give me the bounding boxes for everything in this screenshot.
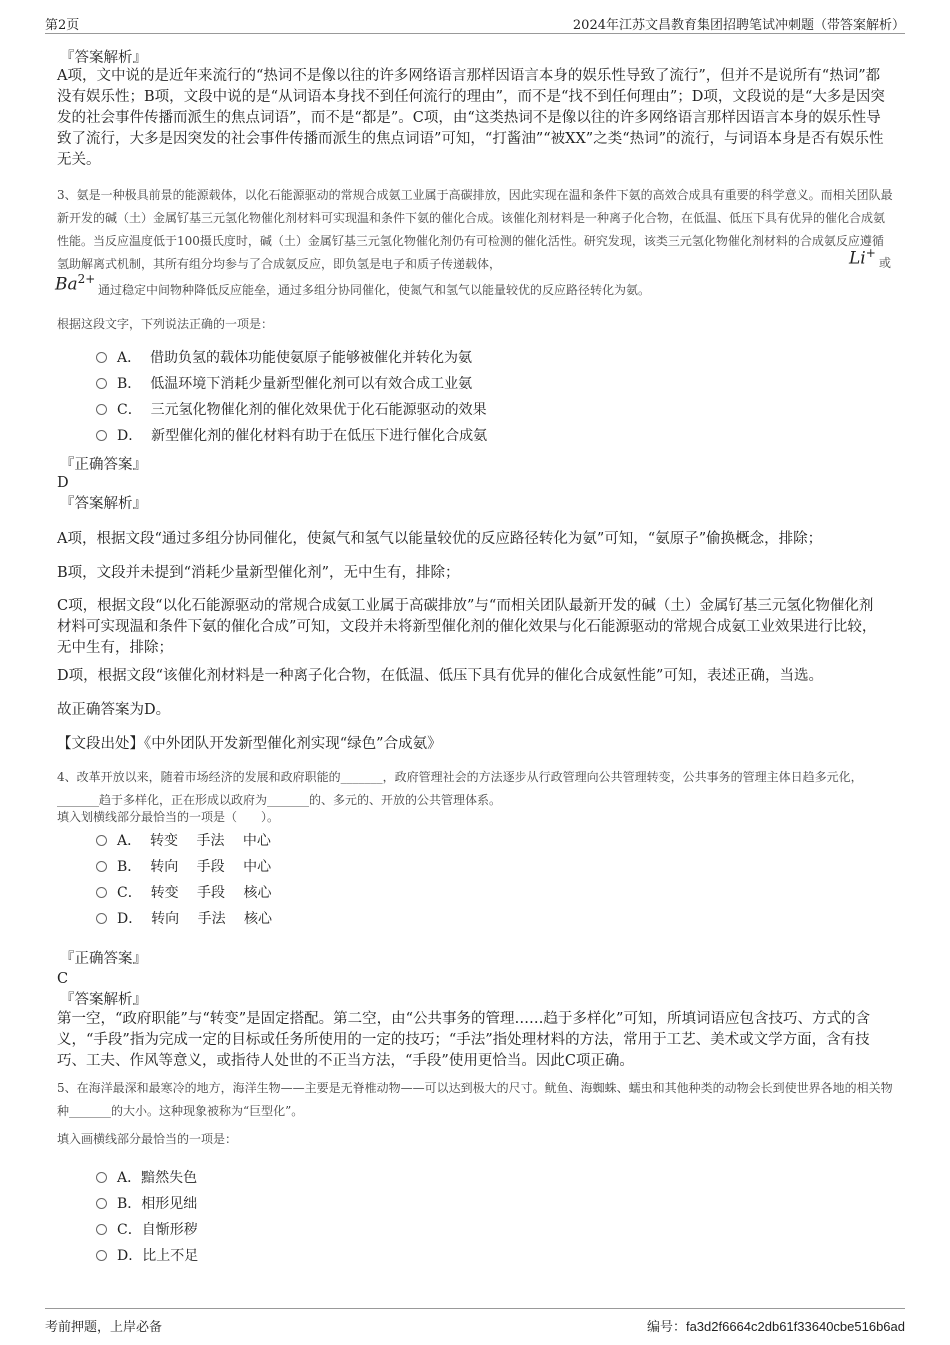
radio-icon[interactable] [96,352,107,363]
header-divider [45,33,905,34]
page-number: 第2页 [45,18,80,33]
q4-option-a[interactable]: A． 转变 手法 中心 [96,828,272,854]
radio-icon[interactable] [96,887,107,898]
document-title: 2024年江苏文昌教育集团招聘笔试冲刺题（带答案解析） [572,18,905,33]
q5-option-b[interactable]: B．相形见绌 [96,1191,198,1217]
q4-option-b[interactable]: B． 转向 手段 中心 [96,854,272,880]
q3-analysis-d: D项，根据文段“该催化剂材料是一种离子化合物，在低温、低压下具有优异的催化合成氨性能”可知，表述正确，当选。 [57,668,823,684]
ba-charge: 2+ [77,272,96,286]
radio-icon[interactable] [96,430,107,441]
radio-icon[interactable] [96,404,107,415]
q3-answer: D [57,475,69,491]
q4-analysis-label: 『答案解析』 [60,992,147,1008]
q4-answer: C [57,971,69,987]
radio-icon[interactable] [96,913,107,924]
ba-symbol: Ba [55,274,78,295]
q3-option-a[interactable]: A． 借助负氢的载体功能使氨原子能够被催化并转化为氨 [96,345,487,371]
q4-option-c[interactable]: C． 转变 手段 核心 [96,880,272,906]
footer-slogan: 考前押题，上岸必备 [45,1320,163,1335]
q4-prompt: 填入划横线部分最恰当的一项是（ ）。 [57,810,280,824]
prev-analysis-text: A项，文中说的是近年来流行的“热词不是像以往的许多网络语言那样因语言本身的娱乐性导致了流行”，但并不是说所有“热词”都没有娱乐性；B项，文段中说的是“从词语本身找不到任何流行的理由”，而不是“找不到任何理由”；D项，文段说的是“大多是因突发的社会事件传播而派生的焦点词语”，而不是“都是”。C项，由“这类热词不是像以往的许多网络语言那样因语言本身的娱乐性导致了流行，大多是因突发的社会事件传播而派生的焦点词语”可知，“打酱油”“被XX”之类“热词”的流行，与词语本身是否有娱乐性无关。 [57,68,885,168]
q4-answer-label: 『正确答案』 [60,951,147,967]
radio-icon[interactable] [96,1224,107,1235]
page-footer [0,1308,950,1345]
q5-option-a[interactable]: A．黯然失色 [96,1165,198,1191]
radio-icon[interactable] [96,835,107,846]
q3-stem-cont: 通过稳定中间物种降低反应能垒，通过多组分协同催化，使氮气和氢气以能量较优的反应路径转化为氨。 [98,283,651,297]
radio-icon[interactable] [96,861,107,872]
radio-icon[interactable] [96,1250,107,1261]
q3-option-c[interactable]: C． 三元氢化物催化剂的催化效果优于化石能源驱动的效果 [96,397,487,423]
code-value: fa3d2f6664c2db61f33640cbe516b6ad [685,1319,905,1334]
q3-analysis-b: B项，文段并未提到“消耗少量新型催化剂”，无中生有，排除； [57,565,460,581]
radio-icon[interactable] [96,378,107,389]
q3-math-ba [55,272,95,295]
q3-option-b[interactable]: B． 低温环境下消耗少量新型催化剂可以有效合成工业氨 [96,371,487,397]
document-code [647,1316,905,1335]
q3-prompt: 根据这段文字，下列说法正确的一项是： [57,317,274,331]
q5-option-c[interactable]: C．自惭形秽 [96,1217,198,1243]
q4-option-d[interactable]: D． 转向 手法 核心 [96,906,272,932]
q4-options [96,828,272,932]
q3-stem [57,184,895,276]
q3-source: 【文段出处】《中外团队开发新型催化剂实现“绿色”合成氨》 [57,736,442,752]
q5-options [96,1165,198,1269]
q3-or: 或 [879,256,892,270]
q3-analysis-c: C项，根据文段“以化石能源驱动的常规合成氨工业属于高碳排放”与“而相关团队最新开发的碱（土）金属钌基三元氢化物催化剂材料可实现温和条件下氨的催化合成”可知，文段并未将新型催化剂的催化效果与化石能源驱动的常规合成氨工业效果进行比较，无中生有，排除； [57,598,877,656]
footer-divider [45,1308,905,1309]
q3-options [96,345,487,449]
prev-analysis-label: 『答案解析』 [60,50,147,66]
q3-answer-label: 『正确答案』 [60,457,147,473]
q3-stem-text: 3、氨是一种极具前景的能源载体，以化石能源驱动的常规合成氨工业属于高碳排放，因此实现在温和条件下氨的高效合成具有重要的科学意义。而相关团队最新开发的碱（土）金属钌基三元氢化物催化剂材料可实现温和条件下氨的催化合成。该催化剂材料是一种离子化合物，在低温、低压下具有优异的催化合成氨性能。当反应温度低于100摄氏度时，碱（土）金属钌基三元氢化物催化剂仍有可检测的催化活性。研究发现，该类三元氢化物催化剂材料的合成氨反应遵循氢助解离式机制，其所有组分均参与了合成氨反应，即负氢是电子和质子传递载体， [57,188,893,271]
li-charge: + [865,246,876,260]
q3-analysis-a: A项，根据文段“通过多组分协同催化，使氮气和氢气以能量较优的反应路径转化为氨”可知，“氨原子”偷换概念，排除； [57,531,823,547]
li-symbol: Li [849,248,866,269]
q3-analysis-label: 『答案解析』 [60,496,147,512]
q4-analysis: 第一空，“政府职能”与“转变”是固定搭配。第二空，由“公共事务的管理……趋于多样化”可知，所填词语应包含技巧、方式的含义，“手段”指为完成一定的目标或任务所使用的一定的技巧；“手法”指处理材料的方法，常用于工艺、美术或文学方面，含有技巧、工夫、作风等意义，或指待人处世的不正当方法，“手段”使用更恰当。因此C项正确。 [57,1011,870,1069]
q5-option-d[interactable]: D．比上不足 [96,1243,198,1269]
q4-stem: 4、改革开放以来，随着市场经济的发展和政府职能的_______，政府管理社会的方法逐步从行政管理向公共管理转变，公共事务的管理主体日趋多元化，_______趋于多样化，正在形成以政府为_______的、多元的、开放的公共管理体系。 [57,770,863,807]
q5-stem: 5、在海洋最深和最寒冷的地方，海洋生物——主要是无脊椎动物——可以达到极大的尺寸。鱿鱼、海蜘蛛、蠕虫和其他种类的动物会长到使世界各地的相关物种_______的大小。这种现象被称为“巨型化”。 [57,1081,893,1118]
radio-icon[interactable] [96,1198,107,1209]
code-label: 编号： [646,1319,686,1334]
q3-conclusion: 故正确答案为D。 [57,702,171,718]
q3-math-li [849,246,876,269]
radio-icon[interactable] [96,1172,107,1183]
page-header [0,0,950,36]
q3-option-d[interactable]: D． 新型催化剂的催化材料有助于在低压下进行催化合成氨 [96,423,487,449]
q5-prompt: 填入画横线部分最恰当的一项是： [57,1132,238,1146]
